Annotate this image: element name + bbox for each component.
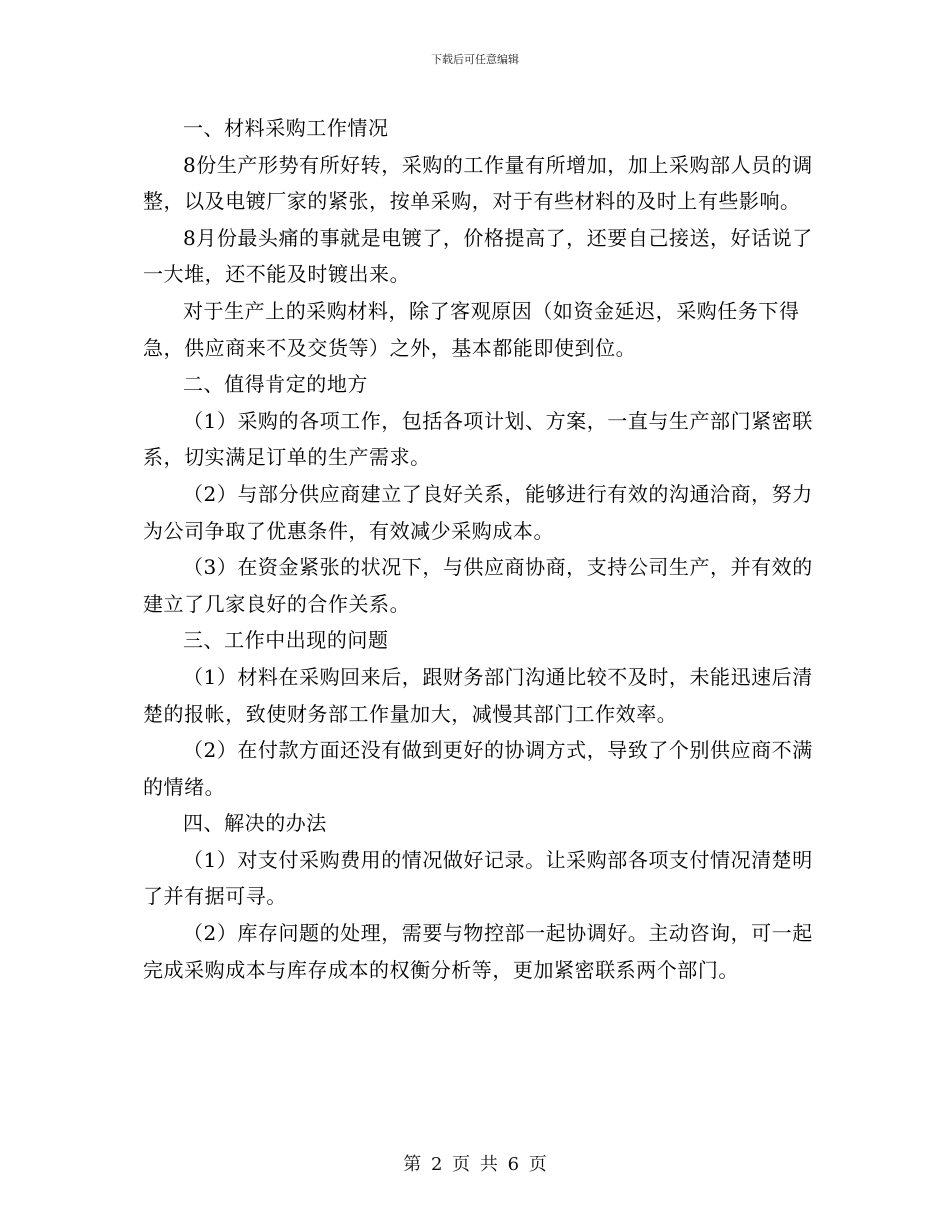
section-heading-achievements: 二、值得肯定的地方 [183, 372, 368, 397]
achievement-item-3: （3）在资金紧张的状况下，与供应商协商，支持公司生产，并有效的建立了几家良好的合作关系。 [143, 555, 813, 616]
solution-item-1: （1）对支付采购费用的情况做好记录。让采购部各项支付情况清楚明了并有据可寻。 [143, 847, 813, 909]
section-heading-materials: 一、材料采购工作情况 [183, 116, 389, 140]
page-number-footer: 第 2 页 共 6 页 [403, 1154, 547, 1175]
paragraph-electroplating: 8月份最头痛的事就是电镀了，价格提高了，还要自己接送，好话说了一大堆，还不能及时镀出来。 [143, 225, 813, 287]
achievement-item-2: （2）与部分供应商建立了良好关系，能够进行有效的沟通洽商，努力为公司争取了优惠条件，有效减少采购成本。 [143, 481, 813, 543]
section-heading-problems: 三、工作中出现的问题 [183, 628, 389, 653]
achievement-item-1: （1）采购的各项工作，包括各项计划、方案，一直与生产部门紧密联系，切实满足订单的生产需求。 [143, 408, 813, 470]
problem-item-2: （2）在付款方面还没有做到更好的协调方式，导致了个别供应商不满的情绪。 [143, 738, 813, 799]
paragraph-procurement-delivery: 对于生产上的采购材料，除了客观原因（如资金延迟，采购任务下得急，供应商来不及交货等）之外，基本都能即使到位。 [143, 298, 800, 360]
solution-item-2: （2）库存问题的处理，需要与物控部一起协调好。主动咨询，可一起完成采购成本与库存成本的权衡分析等，更加紧密联系两个部门。 [143, 921, 813, 982]
page-header: 下载后可任意编辑 [431, 53, 519, 66]
document-body [143, 110, 813, 988]
problem-item-1: （1）材料在采购回来后，跟财务部门沟通比较不及时，未能迅速后清楚的报帐，致使财务部工作量加大，减慢其部门工作效率。 [143, 664, 813, 726]
paragraph-production-situation: 8份生产形势有所好转，采购的工作量有所增加，加上采购部人员的调整，以及电镀厂家的紧张，按单采购，对于有些材料的及时上有些影响。 [143, 152, 813, 214]
section-heading-solutions: 四、解决的办法 [183, 811, 327, 836]
